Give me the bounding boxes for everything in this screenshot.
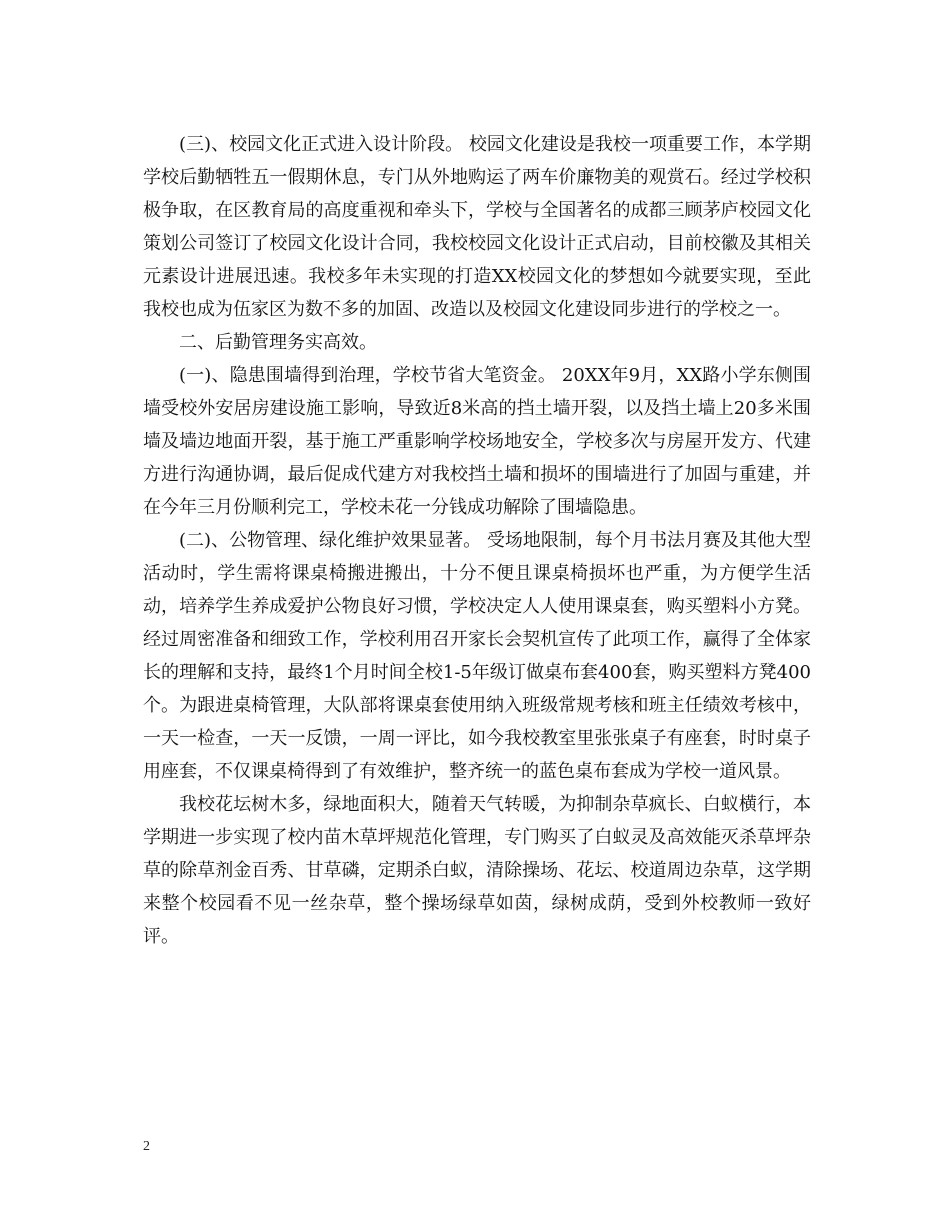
paragraph-wall-hazard-repair: (一)、隐患围墙得到治理，学校节省大笔资金。 20XX年9月，XX路小学东侧围墙受校外安居房建设施工影响，导致近8米高的挡土墙开裂，以及挡土墙上20多米围墙及墙边地面开裂，基于施工严重影响学校场地安全，学校多次与房屋开发方、代建方进行沟通协调，最后促成代建方对我校挡土墙和损坏的围墙进行了加固与重建，并在今年三月份顺利完工，学校未花一分钱成功解除了围墙隐患。 bbox=[143, 365, 811, 518]
paragraph-greening-maintenance: 我校花坛树木多，绿地面积大，随着天气转暖，为抑制杂草疯长、白蚁横行，本学期进一步实现了校内苗木草坪规范化管理，专门购买了白蚁灵及高效能灭杀草坪杂草的除草剂金百秀、甘草磷，定期杀白蚁，清除操场、花坛、校道周边杂草，这学期来整个校园看不见一丝杂草，整个操场绿草如茵，绿树成荫，受到外校教师一致好评。 bbox=[143, 794, 811, 947]
paragraph-campus-culture-design: (三)、校园文化正式进入设计阶段。 校园文化建设是我校一项重要工作，本学期学校后勤牺牲五一假期休息，专门从外地购运了两车价廉物美的观赏石。经过学校积极争取，在区教育局的高度重视和牵头下，学校与全国著名的成都三顾茅庐校园文化策划公司签订了校园文化设计合同，我校校园文化设计正式启动，目前校徽及其相关元素设计进展迅速。我校多年未实现的打造XX校园文化的梦想如今就要实现，至此我校也成为伍家区为数不多的加固、改造以及校园文化建设同步进行的学校之一。 bbox=[143, 134, 811, 320]
paragraph-public-property-management: (二)、公物管理、绿化维护效果显著。 受场地限制，每个月书法月赛及其他大型活动时，学生需将课桌椅搬进搬出，十分不便且课桌椅损坏也严重，为方便学生活动，培养学生养成爱护公物良好习惯，学校决定人人使用课桌套，购买塑料小方凳。经过周密准备和细致工作，学校利用召开家长会契机宣传了此项工作，赢得了全体家长的理解和支持，最终1个月时间全校1-5年级订做桌布套400套，购买塑料方凳400个。为跟进桌椅管理，大队部将课桌套使用纳入班级常规考核和班主任绩效考核中，一天一检查，一天一反馈，一周一评比，如今我校教室里张张桌子有座套，时时桌子用座套，不仅课桌椅得到了有效维护，整齐统一的蓝色桌布套成为学校一道风景。 bbox=[143, 530, 811, 782]
section-heading-logistics-management: 二、后勤管理务实高效。 bbox=[179, 332, 377, 353]
document-body bbox=[143, 128, 811, 953]
page-number: 2 bbox=[143, 1139, 150, 1154]
